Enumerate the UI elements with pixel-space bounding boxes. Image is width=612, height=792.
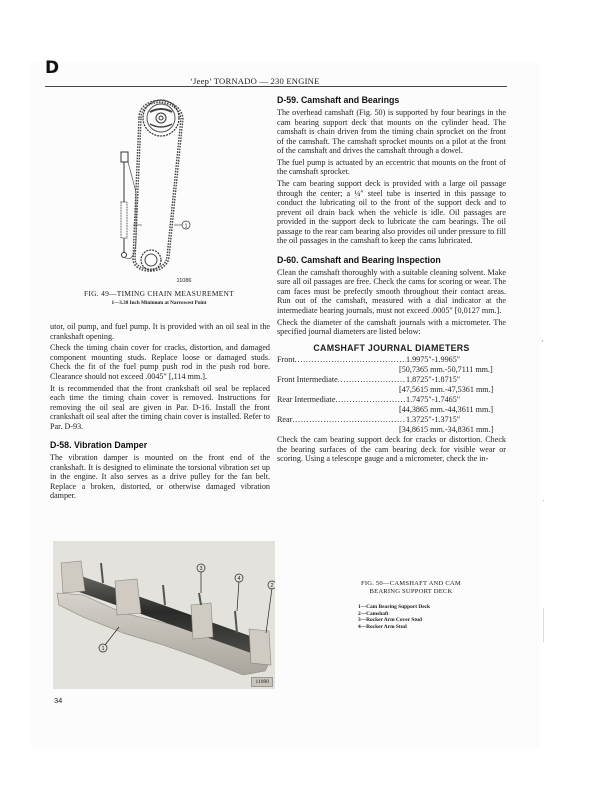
legend-item: 3—Rocker Arm Cover Stud: [358, 617, 423, 624]
figure-50-caption: FIG. 50—CAMSHAFT AND CAM BEARING SUPPORT DECK: [361, 580, 461, 595]
figure-49-illustration: [100, 92, 220, 284]
journal-label: Front Intermediate: [277, 375, 338, 385]
journal-inches: 1.3725″-1.3715″: [406, 415, 461, 425]
timing-chain-drawing: [100, 92, 220, 284]
section-heading-d59: D-59. Camshaft and Bearings: [277, 95, 400, 105]
leader-dots: [338, 375, 406, 385]
journal-label: Rear Intermediate: [277, 395, 336, 405]
journal-label: Front: [277, 355, 295, 365]
crankshaft-sprocket: [141, 250, 161, 270]
gauge-spring: [121, 202, 127, 238]
section-letter: D: [45, 58, 60, 78]
rocker-arm-stud: [163, 585, 165, 605]
rocker-arm-cover-stud: [199, 593, 201, 605]
scan-mark: [543, 608, 544, 642]
running-title: ‘Jeep’ TORNADO — 230 ENGINE: [190, 76, 320, 86]
journal-table-title: CAMSHAFT JOURNAL DIAMETERS: [313, 342, 470, 353]
journal-mm: [44,3865 mm.-44,3611 mm.]: [399, 404, 494, 414]
journal-mm: [47,5615 mm.-47,5361 mm.]: [399, 384, 494, 394]
paragraph: utor, oil pump, and fuel pump. It is provided with an oil seal in the crankshaft opening.: [50, 322, 270, 341]
gauge-clip: [121, 152, 128, 162]
camshaft-deck-drawing: [53, 541, 275, 689]
figure-50-number: 11090: [251, 677, 273, 687]
journal-inches: 1.8725″-1.8715″: [406, 375, 461, 385]
paragraph: The fuel pump is actuated by an eccentric that mounts on the front of the camshaft sprocket.: [277, 157, 506, 177]
journal-inches: 1.7475″-1.7465″: [406, 395, 461, 405]
figure-50-legend: [358, 604, 430, 630]
paragraph: It is recommended that the front crankshaft oil seal be replaced each time the timing chain cover is removed. Instructions for removing the oil seal are given in Par. D-16. Install the front crankshaft oil seal after the timing chain cover is installed. Refer to Par. D-93.: [50, 383, 270, 431]
rocker-arm-stud: [101, 563, 103, 583]
rocker-arm-stud: [235, 611, 237, 633]
leader-dots: [335, 395, 406, 405]
figure-49-callout: 1: [184, 223, 188, 230]
bearing-cap: [61, 561, 85, 593]
figure-50-callout-3: 3: [199, 566, 203, 572]
bearing-cap: [115, 579, 141, 615]
journal-inches: 1.9975″-1.9965″: [406, 355, 461, 365]
header-rule: [45, 86, 507, 87]
table-row: [277, 355, 506, 365]
legend-item: 4—Rocker Arm Stud: [358, 623, 407, 630]
journal-diameter-table: [277, 355, 506, 434]
figure-50-callout-2: 2: [270, 583, 274, 589]
table-row: [277, 395, 506, 405]
table-row: [277, 375, 506, 385]
bearing-cap: [249, 629, 271, 665]
figure-49-number: 11086: [176, 278, 192, 284]
paragraph: Check the diameter of the camshaft journals with a micrometer. The specified journal diameters are listed below:: [277, 317, 506, 337]
page-number: 34: [54, 696, 63, 705]
bearing-cap: [191, 603, 213, 639]
table-row: [277, 415, 506, 425]
scan-speck: [543, 500, 544, 501]
figure-50-photo: [53, 541, 275, 689]
figure-49-legend: 1—3.38 Inch Minimum at Narrowest Point: [111, 300, 207, 306]
right-column: [277, 95, 506, 466]
figure-50-callout-1: 1: [101, 646, 105, 652]
paragraph: Check the cam bearing support deck for cracks or distortion. Check the bearing surfaces of the cam bearing deck for visible wear or scoring. Using a telescope gauge and a micrometer, check the in-: [277, 435, 506, 464]
figure-49-caption: FIG. 49—TIMING CHAIN MEASUREMENT: [83, 289, 235, 298]
figure-50-callout-4: 4: [237, 576, 241, 582]
paragraph: The vibration damper is mounted on the front end of the crankshaft. It is designed to eliminate the torsional vibration set up in the engine. It also serves as a drive pulley for the fan belt. Replace a broken, distorted, or otherwise damaged vibration damper.: [50, 453, 270, 501]
section-heading-d60: D-60. Camshaft and Bearing Inspection: [277, 254, 441, 265]
paragraph: Check the timing chain cover for cracks, distortion, and damaged component mounting studs. Replace loose or damaged studs. Check the fit of the fuel pump push rod in the push rod bore. Clearance should not exceed .0045″ [,114 mm.].: [50, 343, 270, 381]
journal-label: Rear: [277, 415, 293, 425]
left-column: [50, 322, 270, 503]
paragraph: The cam bearing support deck is provided with a large oil passage through the center; a ¼″ steel tube is inserted in this passage to conduct the lubricating oil to the front of the support deck and to prevent oil drain back when the vehicle is idle. Oil passages are provided in the support deck to lubricate the cam bearings. The oil passage to the rear cam bearing also provides oil under pressure to fill the oil passages in the camshaft to keep the cams lubricated.: [277, 179, 506, 246]
leader-dots: [295, 355, 406, 365]
legend-item: 2—Camshaft: [358, 610, 389, 617]
paragraph: Clean the camshaft thoroughly with a suitable cleaning solvent. Make sure all oil passages are free. Check the cams for scoring or wear. The cam faces must be prefectly smooth throughout their contact areas. Run out of the camshaft, measured with a dial indicator at the intermediate bearing journals, must not exceed .0005″ [0,0127 mm.].: [277, 267, 506, 315]
paragraph: The overhead camshaft (Fig. 50) is supported by four bearings in the cam bearing support deck that mounts on the cylinder head. The camshaft is chain driven from the timing chain sprocket on the front of the camshaft. The camshaft sprocket mounts on a pilot at the front of the camshaft and drives the camshaft through a dowel.: [277, 108, 506, 155]
journal-mm: [34,8615 mm.-34,8361 mm.]: [399, 424, 494, 434]
leader-dots: [292, 415, 406, 425]
journal-mm: [50,7365 mm.-50,7111 mm.]: [399, 364, 493, 374]
section-heading-d58: D-58. Vibration Damper: [50, 440, 148, 451]
legend-item: 1—Cam Bearing Support Deck: [358, 604, 431, 610]
scan-speck: [542, 340, 543, 342]
